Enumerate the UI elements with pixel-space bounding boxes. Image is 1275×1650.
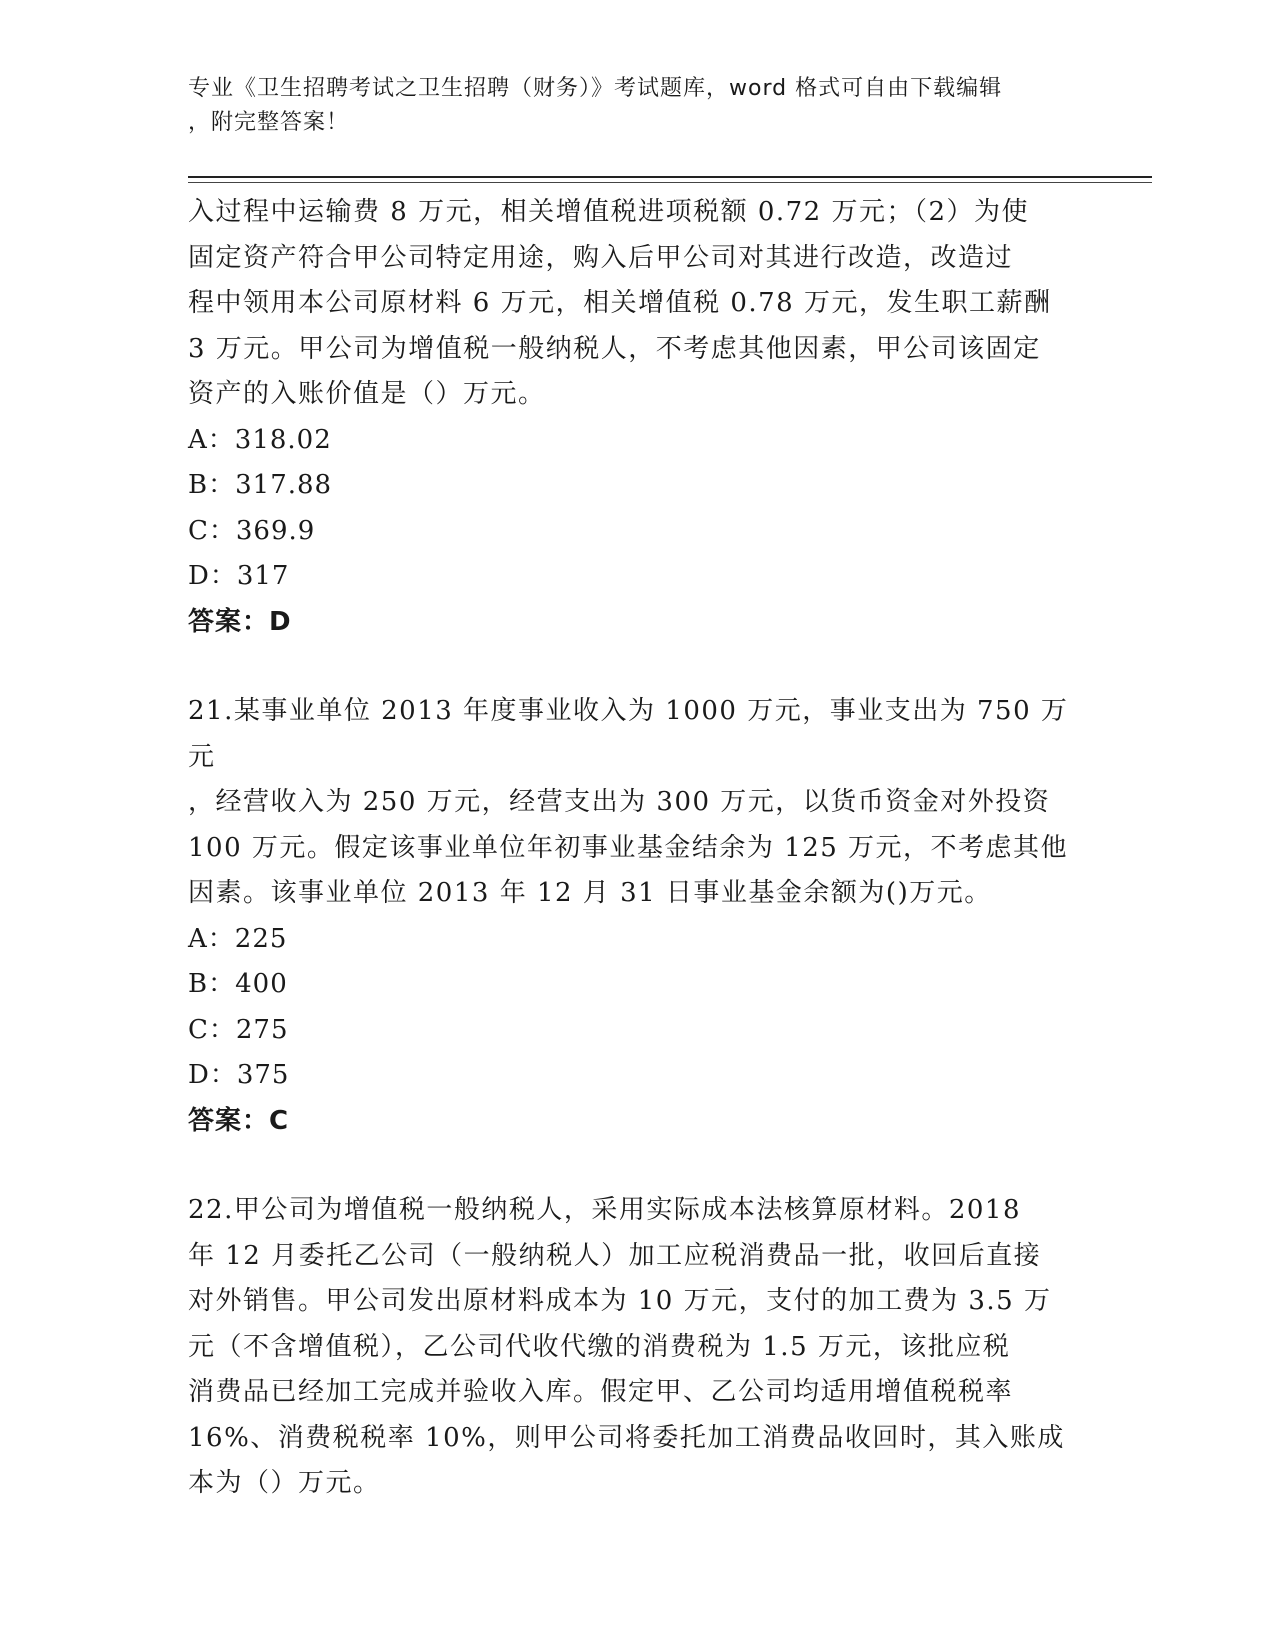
question-item xyxy=(188,689,1088,1144)
option-a: A：318.02 xyxy=(188,424,332,455)
option-b: B：317.88 xyxy=(188,470,333,500)
header-divider-thick xyxy=(188,176,1152,178)
header-divider-thin xyxy=(188,182,1152,183)
option-c: C：369.9 xyxy=(188,515,316,546)
question-list xyxy=(188,190,1088,1507)
option-c: C：275 xyxy=(188,1014,289,1045)
question-text: 21.某事业单位 2013 年度事业收入为 1000 万元，事业支出为 750 万元 ，经营收入为 250 万元，经营支出为 300 万元，以货币资金对外投资 100 万元。假定该事业单位年初事业基金结余为 125 万元，不考虑其他 因素。该事业单位 2013 年 12 月 31 日事业基金余额为()万元。 xyxy=(188,696,1069,908)
question-spacer xyxy=(188,1144,1088,1188)
answer-label: 答案：C xyxy=(188,1105,290,1136)
option-b: B：400 xyxy=(188,969,288,999)
question-item xyxy=(188,1188,1088,1507)
option-d: D：375 xyxy=(188,1060,290,1090)
question-item xyxy=(188,190,1088,645)
question-text: 入过程中运输费 8 万元，相关增值税进项税额 0.72 万元；（2）为使 固定资产符合甲公司特定用途，购入后甲公司对其进行改造，改造过 程中领用本公司原材料 6 万元，相关增值税 0.78 万元，发生职工薪酬 3 万元。甲公司为增值税一般纳税人，不考虑其他因素，甲公司该固定 资产的入账价值是（）万元。 xyxy=(188,197,1052,409)
option-d: D：317 xyxy=(188,561,290,591)
answer-label: 答案：D xyxy=(188,606,292,637)
question-spacer xyxy=(188,645,1088,689)
option-a: A：225 xyxy=(188,923,288,954)
document-header: 专业《卫生招聘考试之卫生招聘（财务）》考试题库，word 格式可自由下载编辑 ，附完整答案！ xyxy=(188,76,1003,135)
question-text: 22.甲公司为增值税一般纳税人，采用实际成本法核算原材料。2018 年 12 月委托乙公司（一般纳税人）加工应税消费品一批，收回后直接 对外销售。甲公司发出原材料成本为 10 万元，支付的加工费为 3.5 万 元（不含增值税），乙公司代收代缴的消费税为 1.5 万元，该批应税 消费品已经加工完成并验收入库。假定甲、乙公司均适用增值税税率 16%、消费税税率 10%，则甲公司将委托加工消费品收回时，其入账成 本为（）万元。 xyxy=(188,1195,1065,1498)
